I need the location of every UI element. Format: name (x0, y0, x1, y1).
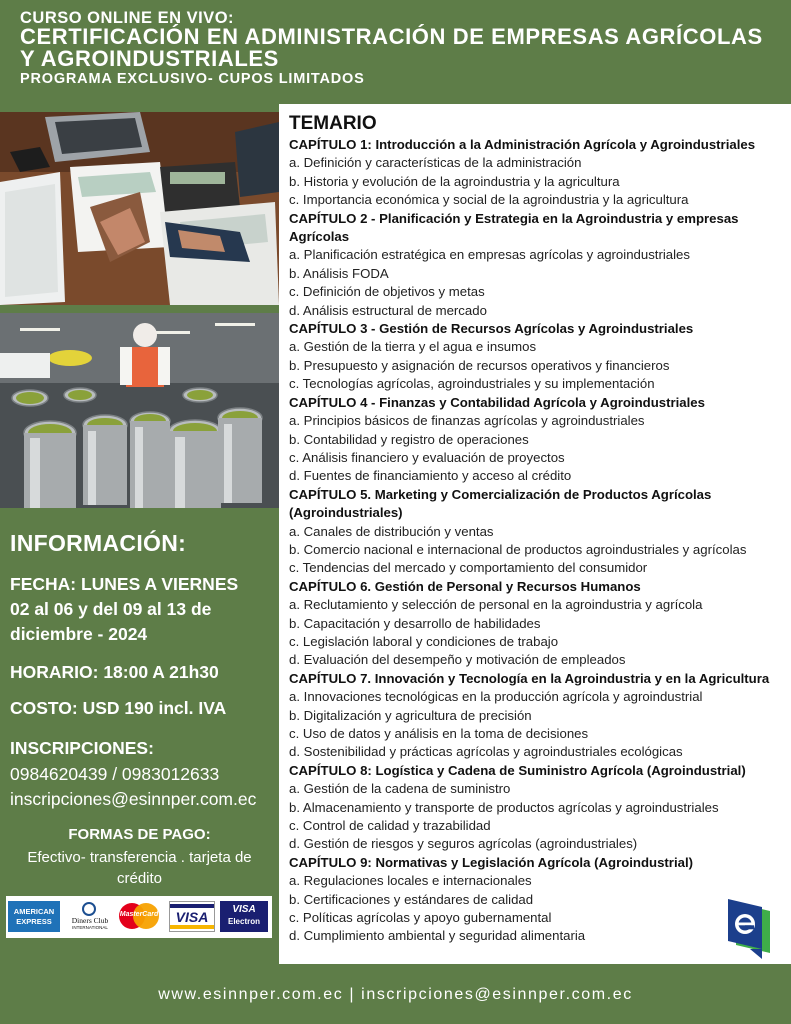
chapter-topic: c. Tecnologías agrícolas, agroindustriales y su implementación (289, 376, 655, 392)
chapter-topic: a. Reclutamiento y selección de personal en la agroindustria y agrícola (289, 597, 703, 613)
mastercard-logo: MasterCard (116, 901, 162, 932)
info-heading: INFORMACIÓN: (10, 530, 187, 556)
chapter-topic: b. Almacenamiento y transporte de productos agrícolas y agroindustriales (289, 799, 719, 815)
syllabus-list (289, 136, 784, 946)
chapter-topic: a. Definición y características de la administración (289, 155, 582, 171)
chapter-topic: b. Capacitación y desarrollo de habilidades (289, 615, 541, 631)
amex-logo: AMERICAN EXPRESS (8, 901, 60, 932)
course-title: CERTIFICACIÓN EN ADMINISTRACIÓN DE EMPRESAS AGRÍCOLAS Y AGROINDUSTRIALES (20, 24, 763, 71)
chapter-topic: a. Canales de distribución y ventas (289, 523, 494, 539)
office-desk-photo (0, 112, 279, 305)
chapter-topic: a. Gestión de la tierra y el agua e insumos (289, 339, 537, 355)
schedule: HORARIO: 18:00 A 21h30 (10, 662, 219, 682)
chapter-topic: b. Digitalización y agricultura de precisión (289, 707, 532, 723)
course-type: CURSO ONLINE EN VIVO: (20, 9, 235, 27)
chapter-topic: d. Sostenibilidad y prácticas agrícolas y agroindustriales ecológicas (289, 744, 683, 760)
chapter-topic: c. Tendencias del mercado y comportamiento del consumidor (289, 560, 648, 576)
chapter-topic: c. Importancia económica y social de la agroindustria y la agricultura (289, 192, 689, 208)
info-panel (0, 516, 279, 964)
date-label: FECHA: LUNES A VIERNES (10, 574, 239, 594)
syllabus-heading: TEMARIO (289, 113, 377, 134)
header-banner (0, 0, 791, 104)
footer-bar (0, 964, 791, 1024)
payment-methods-heading: FORMAS DE PAGO: (68, 826, 211, 843)
chapter-topic: c. Control de calidad y trazabilidad (289, 818, 491, 834)
chapter-title: CAPÍTULO 6. Gestión de Personal y Recursos Humanos (289, 578, 641, 594)
payment-cards-strip (6, 896, 272, 938)
chapter-topic: c. Definición de objetivos y metas (289, 284, 485, 300)
footer-contact[interactable]: www.esinnper.com.ec | inscripciones@esinnper.com.ec (158, 986, 633, 1003)
chapter-title: CAPÍTULO 2 - Planificación y Estrategia en la Agroindustria y empresas Agrícolas (289, 210, 739, 245)
chapter-topic: d. Evaluación del desempeño y motivación de empleados (289, 652, 626, 668)
program-tagline: PROGRAMA EXCLUSIVO- CUPOS LIMITADOS (20, 71, 365, 87)
date-month: diciembre - 2024 (10, 624, 148, 644)
chapter-topic: a. Gestión de la cadena de suministro (289, 781, 511, 797)
diners-club-logo: Diners Club INTERNATIONAL (64, 901, 116, 932)
chapter-topic: d. Análisis estructural de mercado (289, 302, 487, 318)
chapter-title: CAPÍTULO 8: Logística y Cadena de Suministro Agrícola (Agroindustrial) (289, 762, 746, 778)
chapter-topic: b. Contabilidad y registro de operaciones (289, 431, 529, 447)
chapter-topic: b. Certificaciones y estándares de calidad (289, 891, 534, 907)
chapter-topic: b. Historia y evolución de la agroindustria y la agricultura (289, 173, 620, 189)
chapter-topic: b. Comercio nacional e internacional de productos agroindustriales y agrícolas (289, 541, 747, 557)
chapter-topic: d. Fuentes de financiamiento y acceso al crédito (289, 468, 572, 484)
esinnper-logo-icon (726, 897, 776, 959)
chapter-topic: a. Regulaciones locales e internacionales (289, 873, 532, 889)
chapter-topic: c. Políticas agrícolas y apoyo gubernamental (289, 910, 552, 926)
registration-label: INSCRIPCIONES: (10, 738, 154, 758)
chapter-title: CAPÍTULO 7. Innovación y Tecnología en la Agroindustria y en la Agricultura (289, 670, 770, 686)
chapter-topic: a. Innovaciones tecnológicas en la producción agrícola y agroindustrial (289, 689, 703, 705)
syllabus-panel (279, 104, 791, 966)
chapter-topic: d. Gestión de riesgos y seguros agrícolas (agroindustriales) (289, 836, 638, 852)
chapter-title: CAPÍTULO 3 - Gestión de Recursos Agrícolas y Agroindustriales (289, 321, 694, 337)
chapter-topic: d. Cumplimiento ambiental y seguridad alimentaria (289, 928, 586, 944)
cost: COSTO: USD 190 incl. IVA (10, 698, 227, 718)
chapter-topic: a. Principios básicos de finanzas agrícolas y agroindustriales (289, 413, 645, 429)
registration-email[interactable]: inscripciones@esinnper.com.ec (10, 789, 257, 809)
chapter-topic: c. Análisis financiero y evaluación de proyectos (289, 449, 565, 465)
chapter-topic: b. Presupuesto y asignación de recursos operativos y financieros (289, 357, 670, 373)
chapter-topic: c. Legislación laboral y condiciones de trabajo (289, 633, 559, 649)
diners-circle-icon (82, 902, 96, 916)
visa-logo: VISA (169, 901, 215, 932)
chapter-topic: c. Uso de datos y análisis en la toma de decisiones (289, 726, 589, 741)
visa-electron-logo: VISA Electron (220, 901, 268, 932)
payment-methods-text: Efectivo- transferencia . tarjeta de crédito (27, 849, 252, 887)
chapter-title: CAPÍTULO 1: Introducción a la Administración Agrícola y Agroindustriales (289, 137, 756, 152)
chapter-title: CAPÍTULO 5. Marketing y Comercialización de Productos Agrícolas (Agroindustriales) (289, 486, 712, 521)
chapter-topic: b. Análisis FODA (289, 265, 389, 281)
chapter-title: CAPÍTULO 9: Normativas y Legislación Agrícola (Agroindustrial) (289, 854, 693, 870)
phone-numbers: 0984620439 / 0983012633 (10, 764, 220, 784)
chapter-title: CAPÍTULO 4 - Finanzas y Contabilidad Agrícola y Agroindustriales (289, 394, 705, 410)
chapter-topic: a. Planificación estratégica en empresas agrícolas y agroindustriales (289, 247, 690, 263)
factory-photo (0, 313, 279, 508)
date-range: 02 al 06 y del 09 al 13 de (10, 599, 212, 619)
